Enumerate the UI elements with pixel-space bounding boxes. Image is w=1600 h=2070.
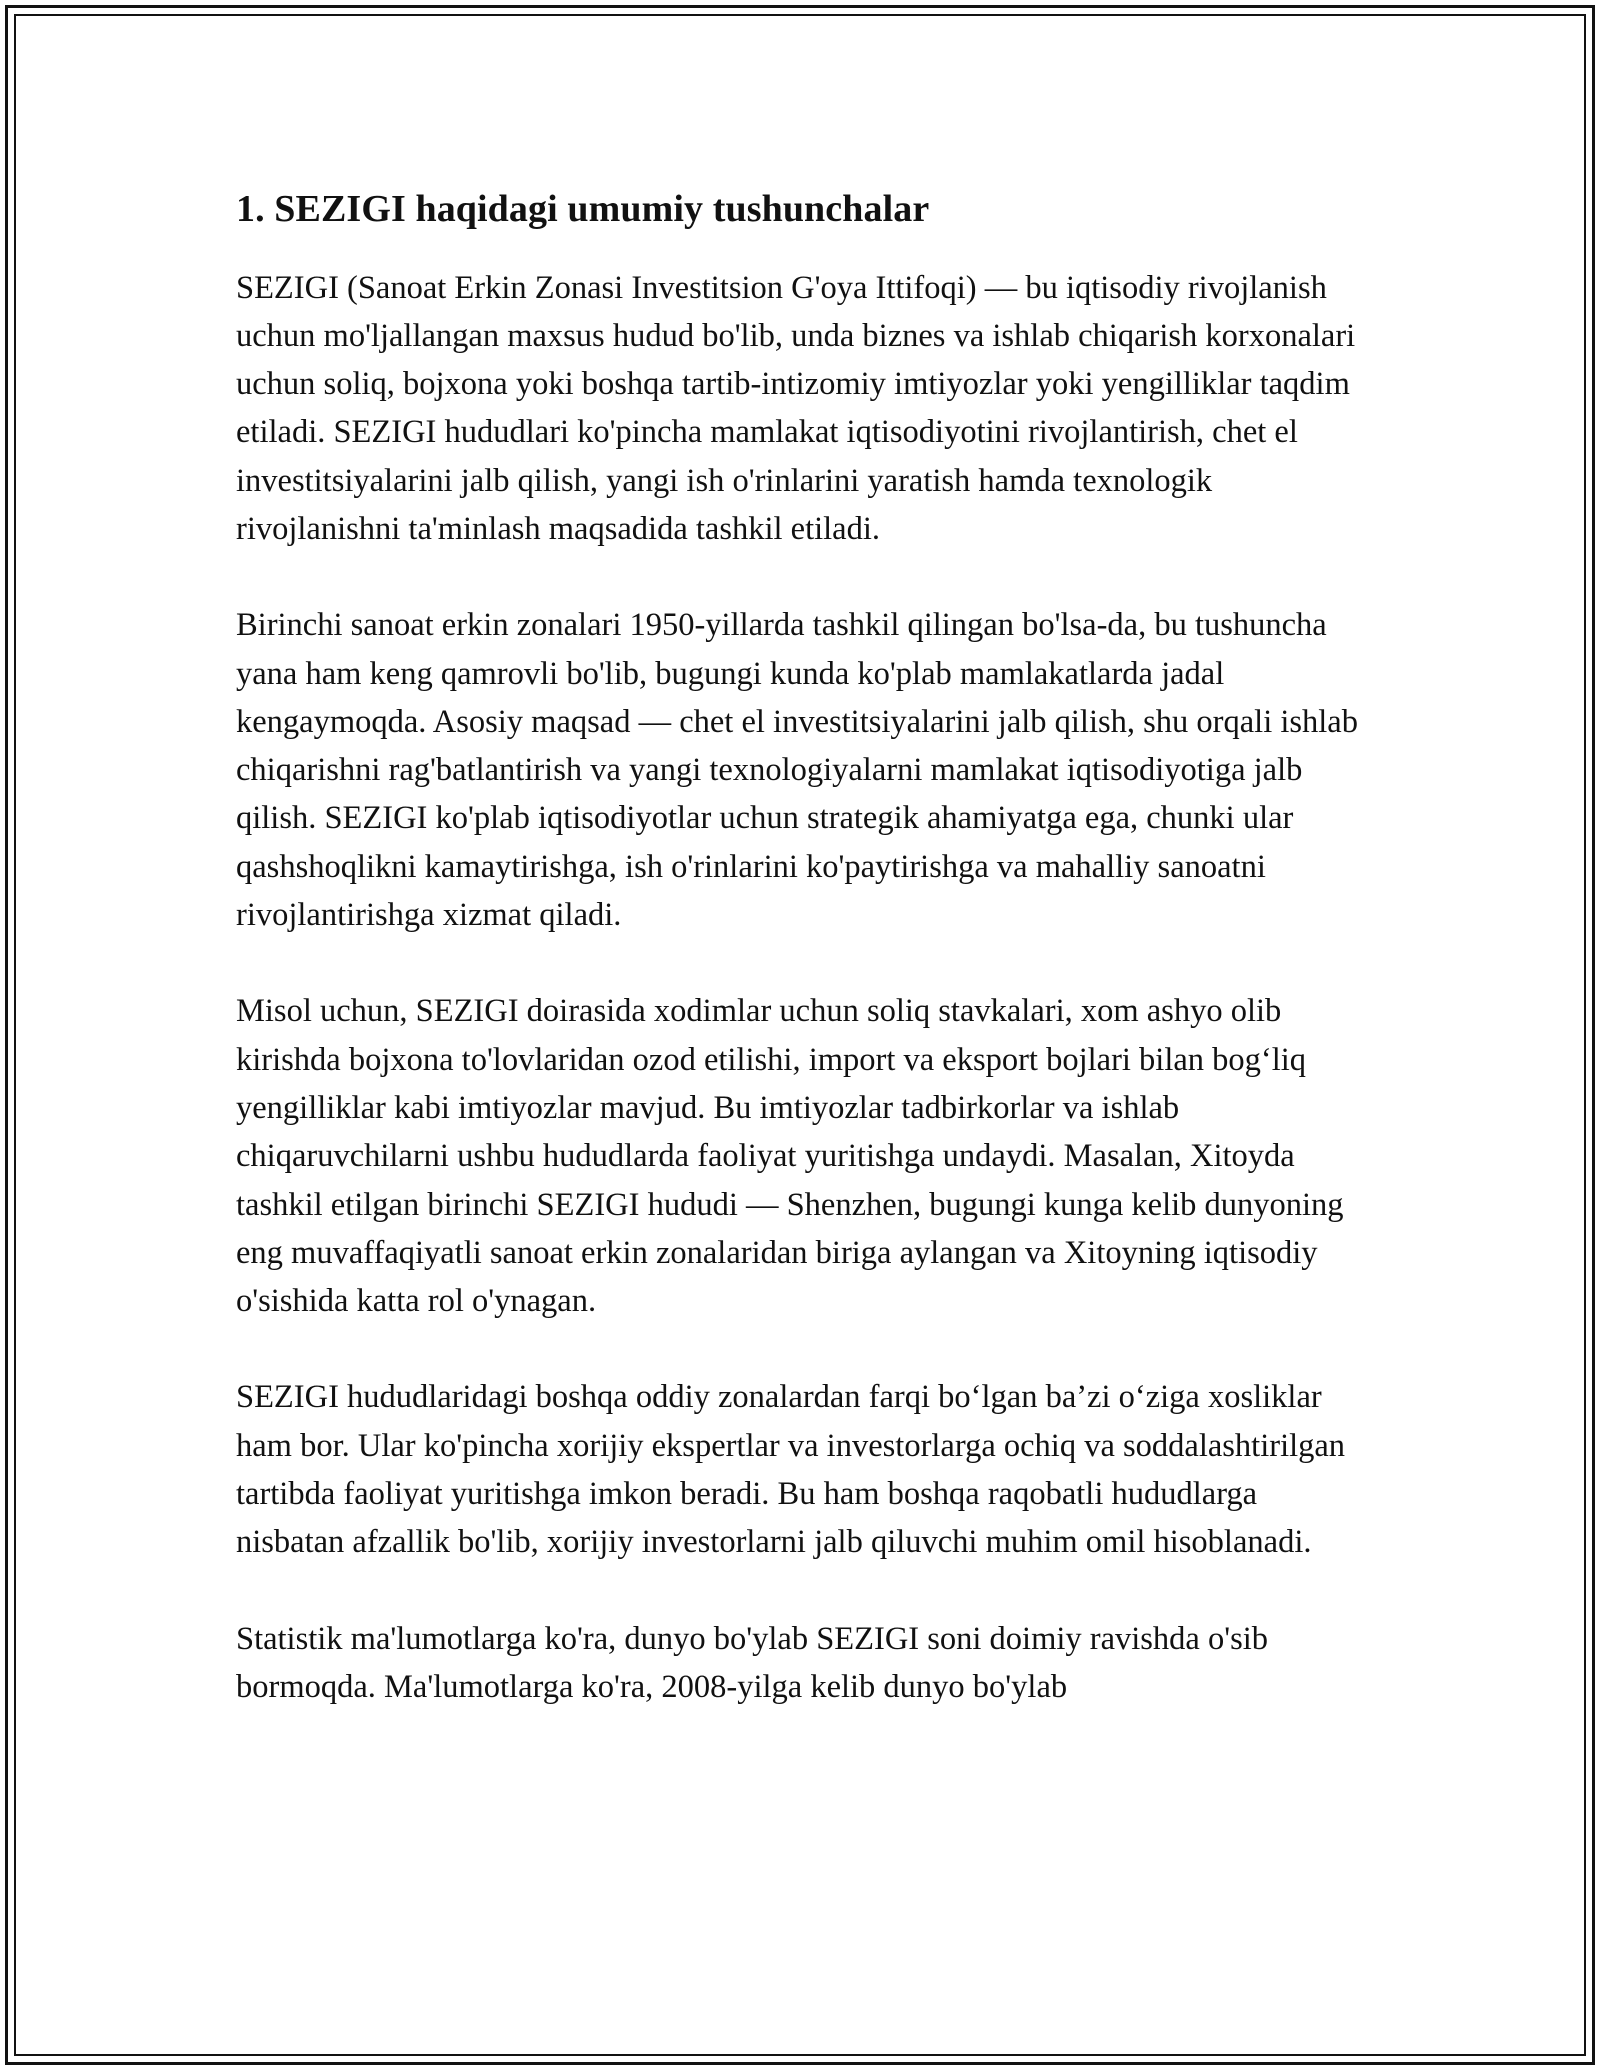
paragraph-statistics: Statistik ma'lumotlarga ko'ra, dunyo bo'ylab SEZIGI soni doimiy ravishda o'sib bormoqda. Ma'lumotlarga ko'ra, 2008-yilga kelib dunyo bo'ylab xyxy=(236,1620,1269,1705)
paragraph-history: Birinchi sanoat erkin zonalari 1950-yillarda tashkil qilingan bo'lsa-da, bu tushuncha yana ham keng qamrovli bo'lib, bugungi kunda ko'plab mamlakatlarda jadal kengaymoqda. Asosiy maqsad — chet el investitsiyalarini jalb qilish, shu orqali ishlab chiqarishni rag'batlantirish va yangi texnologiyalarni mamlakat iqtisodiyotiga jalb qilish. SEZIGI ko'plab iqtisodiyotlar uchun strategik ahamiyatga ega, chunki ular qashshoqlikni kamaytirishga, ish o'rinlarini ko'paytirishga va mahalliy sanoatni rivojlantirishga xizmat qiladi. xyxy=(236,607,1358,934)
paragraph-features: SEZIGI hududlaridagi boshqa oddiy zonalardan farqi bo‘lgan ba’zi o‘ziga xosliklar ham bor. Ular ko'pincha xorijiy ekspertlar va investorlarga ochiq va soddalashtirilgan tartibda faoliyat yuritishga imkon beradi. Bu ham boshqa raqobatli hududlarga nisbatan afzallik bo'lib, xorijiy investorlarni jalb qiluvchi muhim omil hisoblanadi. xyxy=(236,1379,1346,1561)
paragraph-example: Misol uchun, SEZIGI doirasida xodimlar uchun soliq stavkalari, xom ashyo olib kirishda bojxona to'lovlaridan ozod etilishi, import va eksport bojlari bilan bog‘liq yengilliklar kabi imtiyozlar mavjud. Bu imtiyozlar tadbirkorlar va ishlab chiqaruvchilarni ushbu hududlarda faoliyat yuritishga undaydi. Masalan, Xitoyda tashkil etilgan birinchi SEZIGI hududi — Shenzhen, bugungi kunga kelib dunyoning eng muvaffaqiyatli sanoat erkin zonalaridan biriga aylangan va Xitoyning iqtisodiy o'sishida katta rol o'ynagan. xyxy=(236,993,1344,1320)
document-body xyxy=(236,186,1366,1759)
section-heading: 1. SEZIGI haqidagi umumiy tushunchalar xyxy=(236,188,930,230)
paragraph-definition: SEZIGI (Sanoat Erkin Zonasi Investitsion G'oya Ittifoqi) — bu iqtisodiy rivojlanish uchun mo'ljallangan maxsus hudud bo'lib, unda biznes va ishlab chiqarish korxonalari uchun soliq, bojxona yoki boshqa tartib-intizomiy imtiyozlar yoki yengilliklar taqdim etiladi. SEZIGI hududlari ko'pincha mamlakat iqtisodiyotini rivojlantirish, chet el investitsiyalarini jalb qilish, yangi ish o'rinlarini yaratish hamda texnologik rivojlanishni ta'minlash maqsadida tashkil etiladi. xyxy=(236,269,1356,547)
